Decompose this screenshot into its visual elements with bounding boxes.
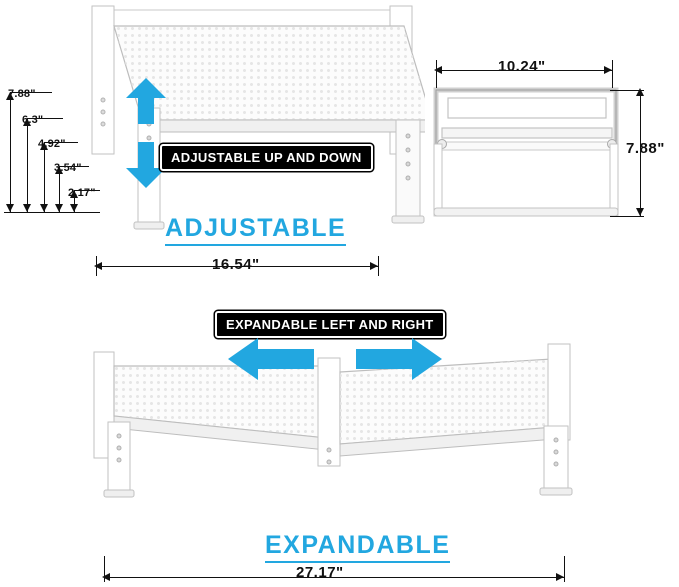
caption-adjustable: ADJUSTABLE <box>165 214 346 246</box>
dimension-width-side-view-label: 10.24" <box>498 58 546 75</box>
dimension-height-side-view-label: 7.88" <box>626 140 665 157</box>
expandable-riser-illustration <box>78 330 588 510</box>
blue-arrow-left-icon <box>228 338 314 380</box>
dimension-height-2: 6.3" <box>22 114 44 126</box>
dimension-height-1: 7.88" <box>8 88 36 100</box>
caption-expandable: EXPANDABLE <box>265 531 450 563</box>
dimension-height-5: 2.17" <box>68 187 96 199</box>
dimension-width-expandable-label: 27.17" <box>296 564 344 581</box>
dimension-height-3: 4.92" <box>38 138 66 150</box>
blue-arrow-right-icon <box>356 338 442 380</box>
blue-arrow-up-icon <box>126 78 166 124</box>
side-view-riser-illustration <box>428 84 624 224</box>
dimension-height-4: 3.54" <box>54 162 82 174</box>
banner-expandable-left-right: EXPANDABLE LEFT AND RIGHT <box>215 311 445 338</box>
banner-adjustable-up-down: ADJUSTABLE UP AND DOWN <box>160 144 373 171</box>
dimension-width-adjustable-label: 16.54" <box>212 256 260 273</box>
